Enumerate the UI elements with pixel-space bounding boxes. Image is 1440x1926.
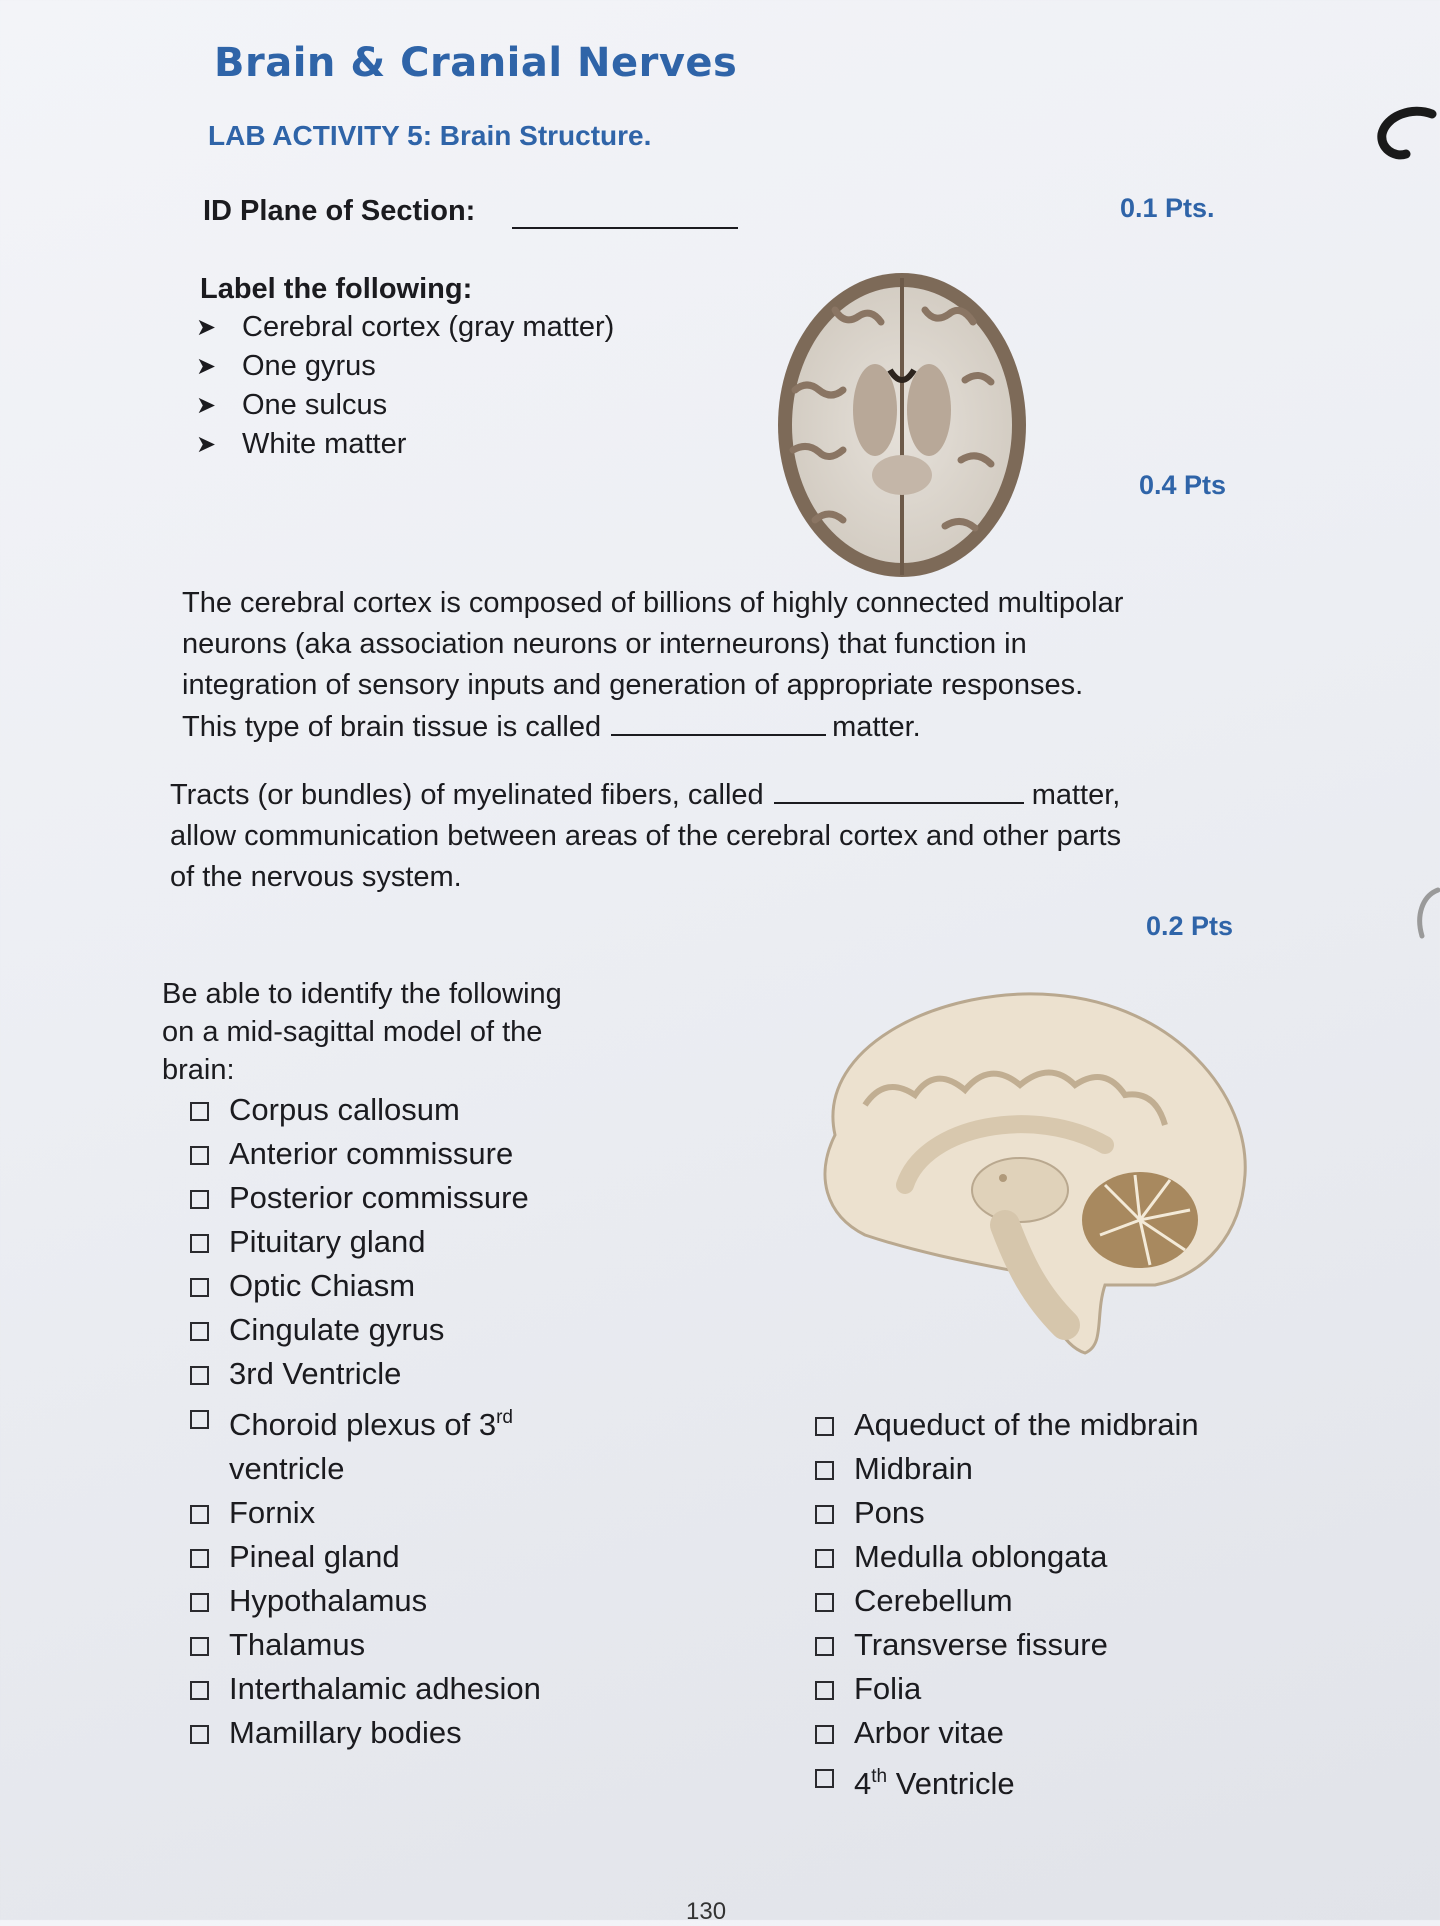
choroid-superscript: rd (496, 1407, 514, 1428)
checklist-item (815, 1667, 1199, 1711)
paragraph-line: allow communication between areas of the cerebral cortex and other parts (170, 820, 1122, 852)
checklist-item (815, 1491, 1199, 1535)
checklist-item-label: Transverse fissure (854, 1627, 1108, 1662)
checklist-item-label: Cingulate gyrus (229, 1312, 445, 1347)
checklist-item-label: Mamillary bodies (229, 1715, 462, 1750)
list-item-label: One gyrus (242, 350, 376, 382)
paragraph-line: neurons (aka association neurons or interneurons) that function in (182, 628, 1027, 660)
checkbox[interactable] (815, 1637, 834, 1656)
checklist-item-label: Pituitary gland (229, 1224, 426, 1259)
arrow-bullet-icon: ➤ (196, 392, 217, 419)
plane-of-section-blank[interactable] (512, 227, 738, 229)
checkbox[interactable] (190, 1505, 209, 1524)
paragraph-line: integration of sensory inputs and generation of appropriate responses. (182, 669, 1084, 701)
checklist-item-label: Pineal gland (229, 1539, 400, 1574)
checklist-item (190, 1535, 541, 1579)
checkbox[interactable] (190, 1278, 209, 1297)
checkbox[interactable] (190, 1366, 209, 1385)
checkbox[interactable] (815, 1769, 834, 1788)
paragraph-line: The cerebral cortex is composed of billions of highly connected multipolar (182, 587, 1124, 619)
checkbox[interactable] (190, 1549, 209, 1568)
list-item-label: One sulcus (242, 389, 388, 421)
checklist-item-label: Pons (854, 1495, 925, 1530)
fourth-number: 4 (854, 1766, 872, 1801)
label-points: 0.4 Pts (1139, 470, 1227, 500)
checklist-item (190, 1220, 541, 1264)
checklist-item (190, 1667, 541, 1711)
checkbox[interactable] (815, 1505, 834, 1524)
checkbox[interactable] (190, 1146, 209, 1165)
paragraph-line (170, 774, 1121, 816)
checklist-item (815, 1579, 1199, 1623)
mid-sagittal-checklist-right (815, 1403, 1199, 1806)
checklist-item-label: 3rd Ventricle (229, 1356, 402, 1391)
checklist-item-label: Optic Chiasm (229, 1268, 416, 1303)
checklist-item-label (854, 1755, 1015, 1806)
checklist-item-label: Fornix (229, 1495, 316, 1530)
checklist-item (190, 1623, 541, 1667)
list-item (196, 308, 614, 347)
lab-activity-heading: LAB ACTIVITY 5: Brain Structure. (208, 120, 652, 151)
checklist-item (190, 1132, 541, 1176)
mid-sagittal-checklist-left (190, 1088, 541, 1755)
checklist-item (190, 1264, 541, 1308)
checkbox[interactable] (190, 1322, 209, 1341)
checklist-item (815, 1403, 1199, 1447)
checklist-item (815, 1755, 1199, 1806)
checklist-item-label: Medulla oblongata (854, 1539, 1108, 1574)
identify-intro (162, 975, 562, 1089)
checkbox[interactable] (815, 1725, 834, 1744)
checkbox[interactable] (190, 1725, 209, 1744)
checklist-item-label: Arbor vitae (854, 1715, 1004, 1750)
checklist-item (815, 1623, 1199, 1667)
page-number: 130 (686, 1898, 727, 1925)
list-item (196, 386, 614, 425)
sagittal-brain-model-image (805, 985, 1250, 1355)
checklist-item-label: Folia (854, 1671, 922, 1706)
fourth-superscript: th (871, 1766, 888, 1787)
checkbox[interactable] (815, 1681, 834, 1700)
paragraph-text: Tracts (or bundles) of myelinated fibers, called (170, 779, 764, 811)
checklist-item-label: Thalamus (229, 1627, 366, 1662)
arrow-bullet-icon: ➤ (196, 314, 217, 341)
list-item (196, 347, 614, 386)
paragraph-line (182, 706, 1123, 748)
intro-line: on a mid-sagittal model of the (162, 1016, 543, 1048)
checklist-item (190, 1088, 541, 1132)
checklist-item-label: Cerebellum (854, 1583, 1013, 1618)
checklist-item (190, 1579, 541, 1623)
checkbox[interactable] (190, 1637, 209, 1656)
plane-of-section-label: ID Plane of Section: (203, 195, 476, 227)
checklist-item-label: Midbrain (854, 1451, 973, 1486)
checkbox[interactable] (190, 1102, 209, 1121)
checklist-item-label: Interthalamic adhesion (229, 1671, 541, 1706)
checklist-item-label: Hypothalamus (229, 1583, 428, 1618)
checkbox[interactable] (815, 1593, 834, 1612)
plane-points: 0.1 Pts. (1120, 193, 1215, 223)
checklist-item (190, 1352, 541, 1396)
paragraph-text: matter. (832, 711, 921, 743)
checkbox[interactable] (815, 1461, 834, 1480)
gray-matter-blank[interactable] (611, 706, 826, 736)
intro-line: Be able to identify the following (162, 978, 562, 1010)
paragraph-line: of the nervous system. (170, 861, 462, 893)
checklist-item (190, 1308, 541, 1352)
paragraph-text: This type of brain tissue is called (182, 711, 602, 743)
list-item-label: Cerebral cortex (gray matter) (242, 311, 615, 343)
checklist-item-label: Posterior commissure (229, 1180, 529, 1215)
checkbox[interactable] (190, 1410, 209, 1429)
white-matter-paragraph (170, 774, 1121, 898)
axial-brain-section-image (775, 270, 1030, 585)
checkbox[interactable] (190, 1190, 209, 1209)
checklist-item-label: Anterior commissure (229, 1136, 514, 1171)
checkbox[interactable] (815, 1549, 834, 1568)
paragraph-text: matter, (1031, 779, 1121, 811)
white-matter-blank[interactable] (774, 774, 1024, 804)
checklist-item (815, 1535, 1199, 1579)
checklist-item (190, 1396, 541, 1447)
list-item-label: White matter (242, 428, 407, 460)
intro-line: brain: (162, 1054, 235, 1086)
choroid-continuation: ventricle (229, 1451, 345, 1486)
checkbox[interactable] (190, 1234, 209, 1253)
choroid-label: Choroid plexus of 3 (229, 1407, 497, 1442)
checklist-item-continuation (190, 1447, 541, 1491)
sagittal-points: 0.2 Pts (1146, 911, 1234, 941)
checklist-item-label (229, 1396, 513, 1447)
label-list (196, 308, 614, 464)
list-item (196, 425, 614, 464)
checklist-item-label: Aqueduct of the midbrain (854, 1407, 1199, 1442)
gray-matter-paragraph (182, 583, 1123, 748)
binder-ring-icon (1410, 886, 1440, 946)
checklist-item (190, 1176, 541, 1220)
checklist-item (190, 1711, 541, 1755)
checklist-item (815, 1447, 1199, 1491)
arrow-bullet-icon: ➤ (196, 353, 217, 380)
binder-ring-icon (1372, 104, 1440, 164)
checklist-item (190, 1491, 541, 1535)
arrow-bullet-icon: ➤ (196, 431, 217, 458)
checkbox[interactable] (190, 1681, 209, 1700)
checkbox[interactable] (190, 1593, 209, 1612)
label-heading: Label the following: (200, 273, 473, 305)
checkbox[interactable] (815, 1417, 834, 1436)
fourth-label: Ventricle (887, 1766, 1015, 1801)
page-title: Brain & Cranial Nerves (214, 40, 738, 86)
checklist-item-label: Corpus callosum (229, 1092, 460, 1127)
checklist-item (815, 1711, 1199, 1755)
